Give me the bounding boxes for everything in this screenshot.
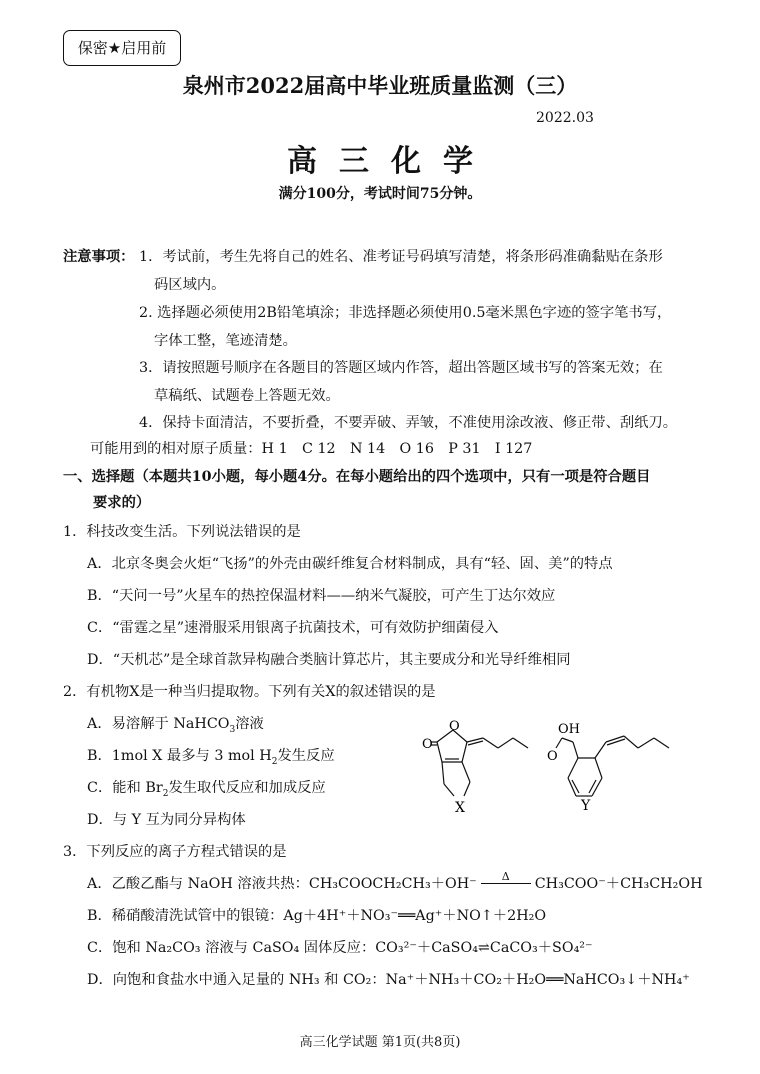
exam-date: 2022.03	[536, 110, 594, 126]
q1-option-d: D．“天机芯”是全球首款异构融合类脑计算芯片，其主要成分和光导纤维相同	[87, 652, 571, 668]
structure-y	[556, 736, 669, 796]
section-heading-cont: 要求的）	[93, 495, 151, 511]
atom-o-carbonyl: O	[422, 737, 433, 752]
q2-option-b: B．1mol X 最多与 3 mol $H_2$发生反应	[87, 748, 335, 767]
label-x: X	[455, 800, 465, 816]
q1-option-c: C．“雷霆之星”速滑服采用银离子抗菌技术，可有效防护细菌侵入	[87, 620, 499, 636]
note-item-2: 2. 选择题必须使用2B铅笔填涂；非选择题必须使用0.5毫米黑色字迹的签字笔书写，	[139, 305, 672, 321]
q1-option-a: A．北京冬奥会火炬“飞扬”的外壳由碳纤维复合材料制成，具有“轻、固、美”的特点	[87, 556, 613, 572]
notes-label: 注意事项：	[63, 249, 135, 265]
q3-option-c: C．饱和 Na₂CO₃ 溶液与 CaSO₄ 固体反应：CO₃²⁻＋CaSO₄⇌CaCO₃＋SO₄²⁻	[87, 940, 593, 956]
page-footer: 高三化学试题 第1页(共8页)	[299, 1035, 461, 1050]
q2-option-d: D．与 Y 互为同分异构体	[87, 812, 246, 828]
note-item-3-cont: 草稿纸、试题卷上答题无效。	[154, 388, 340, 404]
q3-option-a: A．乙酸乙酯与 NaOH 溶液共热：CH₃COOCH₂CH₃＋OH⁻ Δ CH₃COO⁻＋CH₃CH₂OH	[87, 870, 703, 892]
note-item-2-cont: 字体工整，笔迹清楚。	[154, 333, 297, 349]
confidential-label: 保密★启用前	[63, 30, 181, 66]
subject-title: 高三化学	[287, 144, 495, 179]
q3-stem: 3．下列反应的离子方程式错误的是	[63, 844, 287, 860]
heat-arrow: Δ	[481, 870, 531, 884]
q3-option-b: B．稀硝酸清洗试管中的银镜：Ag＋4H⁺＋NO₃⁻══Ag⁺＋NO↑＋2H₂O	[87, 908, 547, 924]
note-item-1: 1．考试前，考生先将自己的姓名、准考证号码填写清楚，将条形码准确黏贴在条形	[139, 249, 663, 265]
section-heading: 一、选择题（本题共10小题，每小题4分。在每小题给出的四个选项中，只有一项是符合题目	[63, 469, 651, 485]
q2-option-a: A．易溶解于 NaHCO$_3$溶液	[87, 716, 264, 735]
structure-diagrams	[410, 720, 710, 820]
note-item-1-cont: 码区域内。	[154, 277, 226, 293]
q1-stem: 1．科技改变生活。下列说法错误的是	[63, 524, 301, 540]
note-item-4: 4．保持卡面清洁，不要折叠，不要弄破、弄皱，不准使用涂改液、修正带、刮纸刀。	[139, 415, 678, 431]
atom-oh: OH	[558, 722, 580, 737]
label-y: Y	[581, 798, 591, 814]
q1-option-b: B．“天问一号”火星车的热控保温材料——纳米气凝胶，可产生丁达尔效应	[87, 588, 556, 604]
atom-o-ring: O	[449, 720, 460, 734]
q2-option-c: C．能和 $Br_2$发生取代反应和加成反应	[87, 780, 326, 799]
note-item-3: 3．请按照题号顺序在各题目的答题区域内作答，超出答题区域书写的答案无效；在	[139, 360, 663, 376]
full-score-note: 满分100分，考试时间75分钟。	[278, 186, 482, 202]
atom-o-y: O	[547, 749, 558, 764]
q3-option-d: D．向饱和食盐水中通入足量的 NH₃ 和 CO₂：Na⁺＋NH₃＋CO₂＋H₂O══NaHCO₃↓＋NH₄⁺	[87, 972, 690, 988]
structure-x	[431, 730, 528, 796]
exam-title: 泉州市2022届高中毕业班质量监测（三）	[182, 73, 578, 98]
atomic-masses: 可能用到的相对原子质量：H 1 C 12 N 14 O 16 P 31 I 127	[90, 441, 533, 457]
q2-stem: 2．有机物X是一种当归提取物。下列有关X的叙述错误的是	[63, 684, 436, 700]
